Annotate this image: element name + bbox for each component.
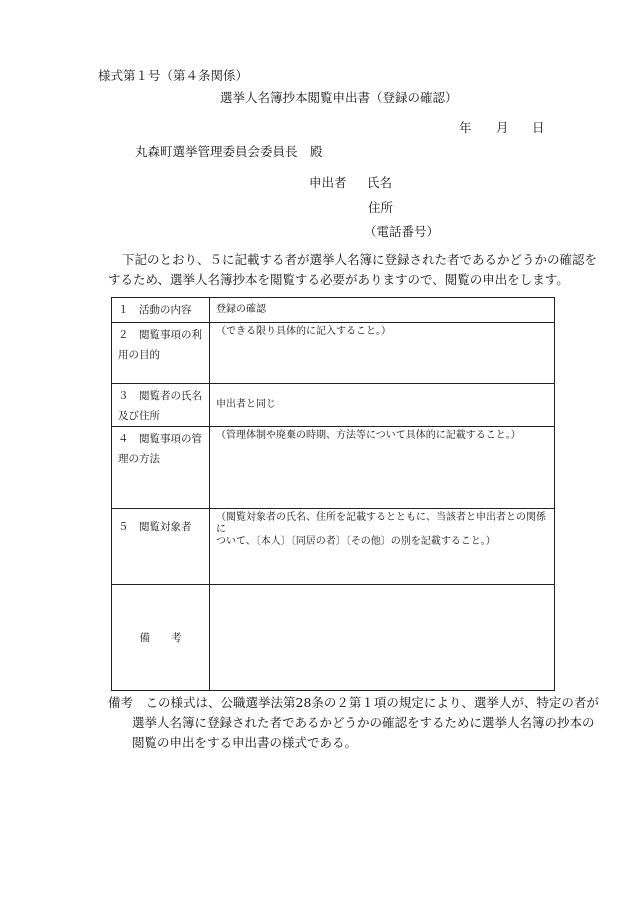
remarks-label: 備 考 — [139, 631, 182, 644]
purpose-label-line-1: ２ 閲覧事項の利 — [118, 329, 202, 341]
purpose-hint: （できる限り具体的に記入すること。） — [216, 326, 391, 337]
application-table — [111, 297, 555, 691]
viewer-value-cell — [210, 384, 555, 427]
applicant-name-label: 氏名 — [367, 175, 393, 190]
purpose-value-cell — [210, 323, 555, 384]
footnote-line-1: 備考 この様式は、公職選挙法第28条の２第１項の規定により、選挙人が、特定の者が — [108, 695, 599, 710]
viewer-value: 申出者と同じ — [216, 399, 276, 410]
activity-label: １ 活動の内容 — [118, 304, 192, 316]
table-row — [112, 509, 555, 585]
activity-label-cell — [112, 298, 210, 323]
management-label-cell — [112, 427, 210, 509]
date-month: 月 — [496, 120, 509, 135]
management-value-cell — [210, 427, 555, 509]
intro-line-2: するため、選挙人名簿抄本を閲覧する必要がありますので、閲覧の申出をします。 — [108, 272, 569, 287]
purpose-label-cell — [112, 323, 210, 384]
purpose-label-line-2: 用の目的 — [118, 349, 160, 361]
management-label-line-2: 理の方法 — [118, 453, 160, 465]
target-label: ５ 閲覧対象者 — [118, 521, 192, 533]
intro-line-1: 下記のとおり、５に記載する者が選挙人名簿に登録された者であるかどうかの確認を — [122, 252, 598, 267]
footnote-line-3: 閲覧の申出をする申出書の様式である。 — [132, 735, 358, 750]
management-label-line-1: ４ 閲覧事項の管 — [118, 433, 202, 445]
table-row — [112, 585, 555, 691]
table-row — [112, 384, 555, 427]
management-hint: （管理体制や廃棄の時期、方法等について具体的に記載すること。） — [216, 430, 521, 441]
table-row — [112, 298, 555, 323]
addressee: 丸森町選挙管理委員会委員長 殿 — [135, 144, 323, 159]
activity-value: 登録の確認 — [216, 304, 266, 315]
viewer-label-line-2: 及び住所 — [118, 410, 160, 422]
target-hint-line-1: （閲覧対象者の氏名、住所を記載するとともに、当該者と申出者との関係に — [216, 512, 546, 535]
applicant-phone-label: （電話番号） — [364, 224, 440, 239]
date-day: 日 — [532, 120, 545, 135]
remarks-label-cell — [112, 585, 210, 691]
table-row — [112, 323, 555, 384]
remarks-value-cell — [210, 585, 555, 691]
table-row — [112, 427, 555, 509]
date-year: 年 — [459, 120, 472, 135]
activity-value-cell — [210, 298, 555, 323]
viewer-label-cell — [112, 384, 210, 427]
target-hint-line-2: ついて、〔本人〕〔同居の者〕〔その他〕の別を記載すること。） — [216, 536, 496, 547]
target-value-cell — [210, 509, 555, 585]
footnote-line-2: 選挙人名簿に登録された者であるかどうかの確認をするために選挙人名簿の抄本の — [132, 715, 595, 730]
target-label-cell — [112, 509, 210, 585]
viewer-label-line-1: ３ 閲覧者の氏名 — [118, 390, 202, 402]
form-number: 様式第１号（第４条関係） — [98, 68, 249, 83]
document-title: 選挙人名簿抄本閲覧申出書（登録の確認） — [220, 90, 458, 105]
applicant-label: 申出者 — [309, 175, 347, 190]
applicant-address-label: 住所 — [368, 200, 394, 215]
